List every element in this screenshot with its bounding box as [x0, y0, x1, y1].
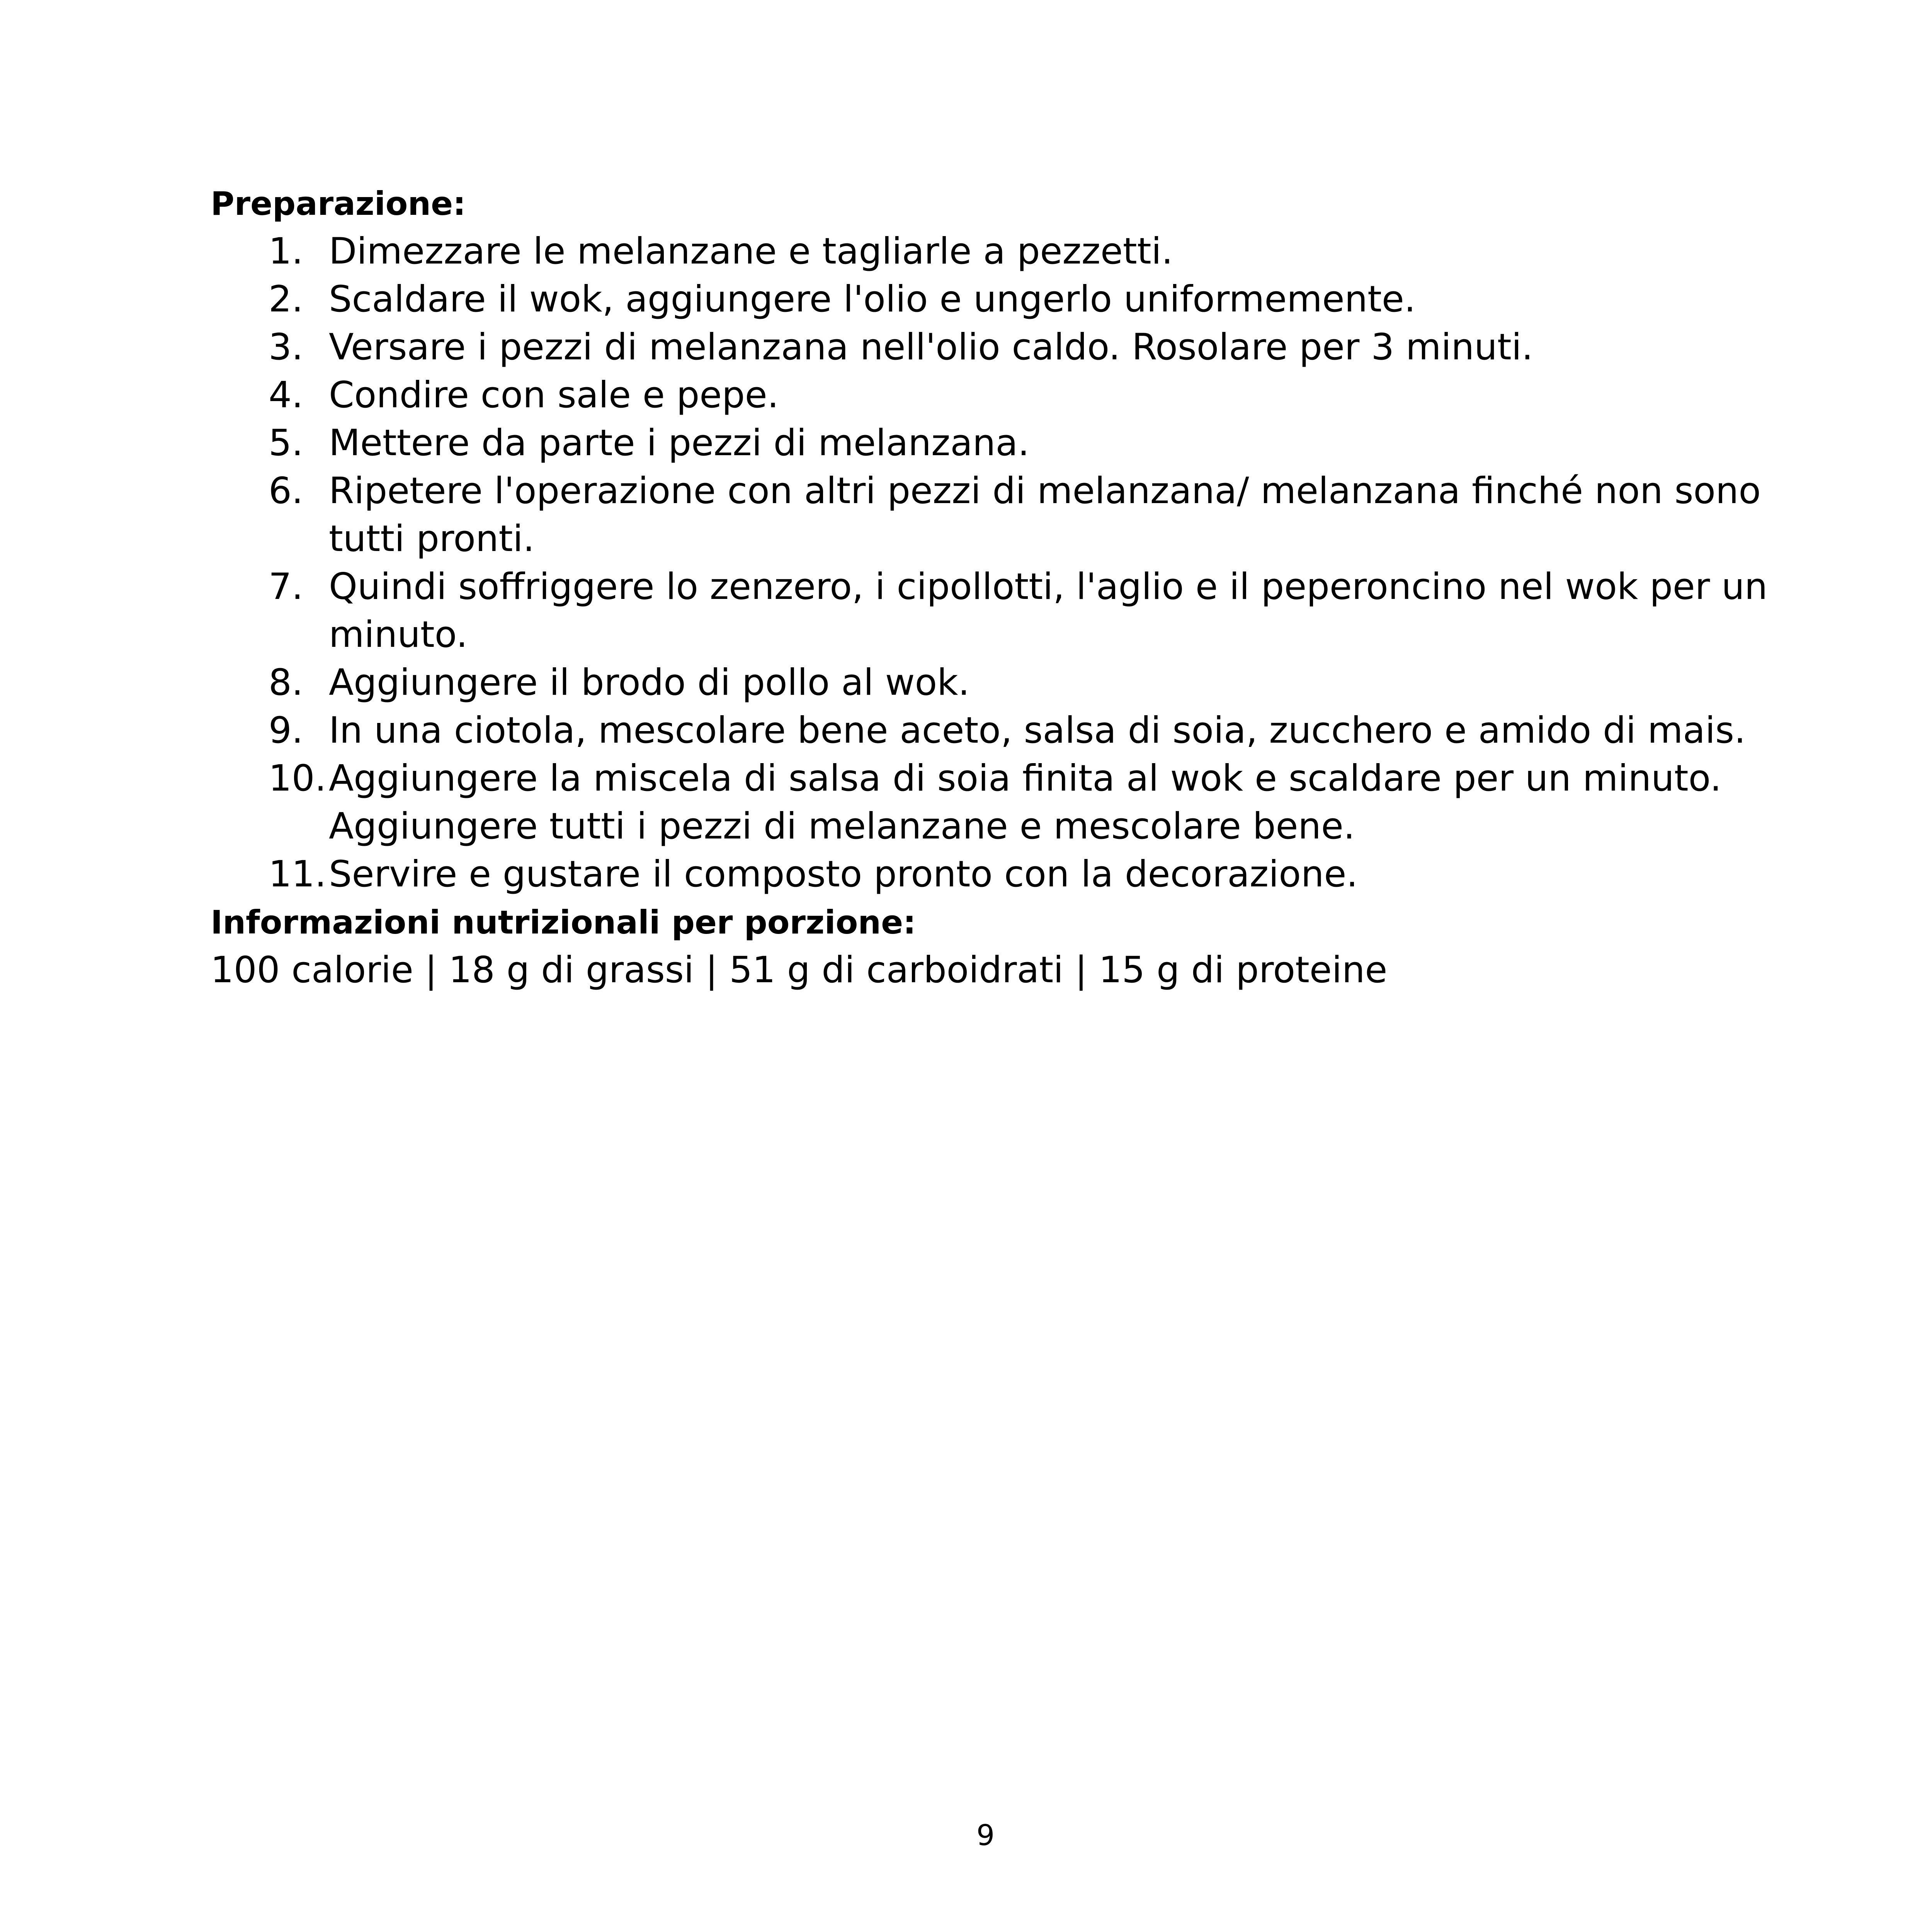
step-number: 1. [269, 230, 303, 272]
step-number: 8. [269, 662, 303, 704]
step-item [211, 276, 1833, 323]
step-number: 4. [269, 374, 303, 416]
step-text: Condire con sale e pepe. [329, 374, 779, 416]
step-item [211, 228, 1833, 276]
step-item [211, 659, 1833, 707]
step-text: In una ciotola, mescolare bene aceto, salsa di soia, zucchero e amido di mais. [329, 709, 1746, 752]
step-item [211, 755, 1833, 850]
step-item [211, 371, 1833, 419]
step-number: 5. [269, 422, 303, 464]
recipe-content [211, 180, 1833, 994]
step-item [211, 419, 1833, 467]
step-number: 2. [269, 278, 303, 320]
step-number: 9. [269, 709, 303, 752]
nutrition-heading: Informazioni nutrizionali per porzione: [211, 903, 916, 941]
step-text: Scaldare il wok, aggiungere l'olio e ungerlo uniformemente. [329, 278, 1416, 320]
step-text: Quindi soffriggere lo zenzero, i cipollotti, l'aglio e il peperoncino nel wok per un minuto. [329, 566, 1768, 656]
preparation-steps [211, 228, 1833, 898]
step-number: 7. [269, 566, 303, 608]
step-text: Dimezzare le melanzane e tagliarle a pezzetti. [329, 230, 1173, 272]
page-number: 9 [976, 1819, 995, 1852]
step-item [211, 467, 1833, 563]
step-text: Ripetere l'operazione con altri pezzi di melanzana/ melanzana finché non sono tutti pronti. [329, 470, 1761, 560]
step-number: 11. [269, 853, 327, 895]
step-text: Mettere da parte i pezzi di melanzana. [329, 422, 1029, 464]
step-number: 10. [269, 757, 327, 799]
step-text: Aggiungere il brodo di pollo al wok. [329, 662, 970, 704]
step-text: Aggiungere la miscela di salsa di soia finita al wok e scaldare per un minuto. Aggiungere tutti i pezzi di melanzane e mescolare bene. [329, 757, 1722, 847]
step-number: 6. [269, 470, 303, 512]
step-item [211, 707, 1833, 755]
step-text: Versare i pezzi di melanzana nell'olio caldo. Rosolare per 3 minuti. [329, 326, 1533, 368]
preparation-heading: Preparazione: [211, 185, 466, 223]
step-text: Servire e gustare il composto pronto con la decorazione. [329, 853, 1358, 895]
step-item [211, 323, 1833, 371]
step-item [211, 850, 1833, 898]
nutrition-values: 100 calorie | 18 g di grassi | 51 g di carboidrati | 15 g di proteine [211, 949, 1388, 991]
step-item [211, 563, 1833, 659]
step-number: 3. [269, 326, 303, 368]
